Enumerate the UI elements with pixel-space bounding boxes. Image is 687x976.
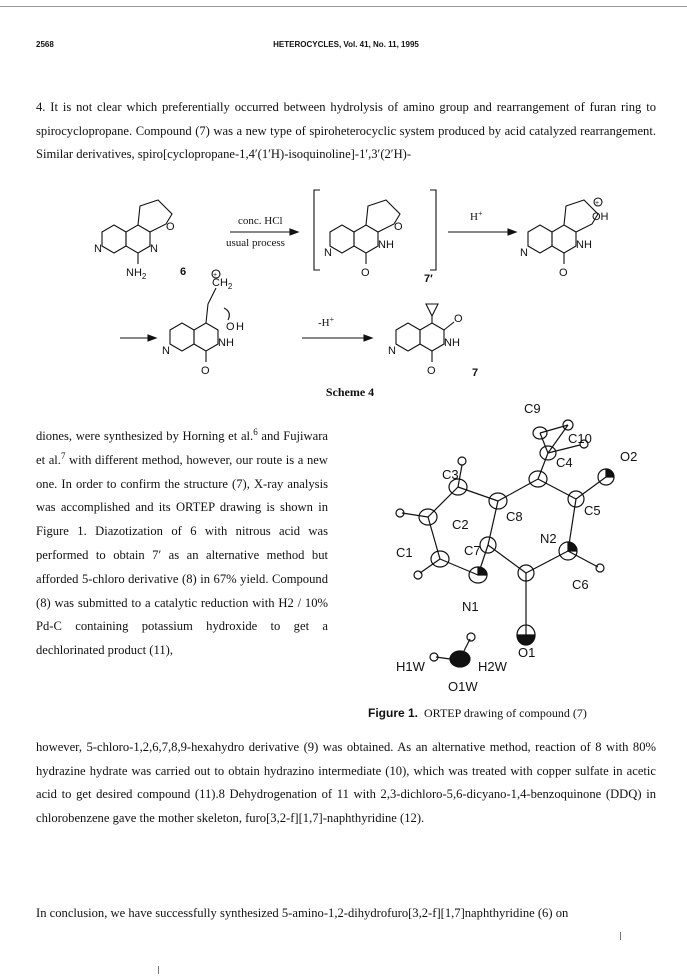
svg-text:+: + xyxy=(213,272,218,279)
svg-text:C4: C4 xyxy=(556,455,573,470)
svg-text:O: O xyxy=(166,221,175,233)
svg-text:N: N xyxy=(520,247,528,259)
svg-text:C8: C8 xyxy=(506,509,523,524)
cation-intermediate-structure xyxy=(520,198,609,279)
label-compound-6: 6 xyxy=(180,266,187,278)
svg-text:C1: C1 xyxy=(396,545,413,560)
paragraph-2: however, 5-chloro-1,2,6,7,8,9-hexahydro derivative (9) was obtained. As an alternative method, reaction of 8 with 80% hydrazine hydrate was carried out to obtain hydrazino intermediate (10), which was treated with copper sulfate in acetic acid to get desired compound (11).8 Dehydrogenation of 11 with 2,3-dichloro-5,6-dicyano-1,4-benzoquinone (DDQ) in chlorobenzene gave the mother skeleton, furo[3,2-f][1,7]-naphthyridine (12). xyxy=(36,740,656,825)
ortep-atoms xyxy=(396,420,614,667)
svg-text:H: H xyxy=(236,321,244,333)
svg-text:C9: C9 xyxy=(524,401,541,416)
page-number: 2568 xyxy=(36,40,54,49)
svg-text:O: O xyxy=(201,365,210,377)
svg-text:+: + xyxy=(595,200,600,207)
reaction-arrow-2 xyxy=(448,209,516,235)
svg-text:CH2: $CH_2$ xyxy=(212,277,233,291)
svg-text:O1: O1 xyxy=(518,645,536,660)
svg-text:N: N xyxy=(388,345,396,357)
svg-text:H+: H+ xyxy=(470,209,483,223)
svg-text:N: N xyxy=(162,345,170,357)
svg-text:NH: NH xyxy=(576,239,592,251)
paragraph-3: In conclusion, we have successfully synthesized 5-amino-1,2-dihydrofuro[3,2-f][1,7]naphthyridine (6) on xyxy=(36,906,569,920)
svg-text:N1: N1 xyxy=(462,599,479,614)
reaction-arrow-3 xyxy=(302,315,372,341)
svg-text:O: O xyxy=(454,313,463,325)
svg-text:C2: C2 xyxy=(452,517,469,532)
reagent-conc-hcl: conc. HCl xyxy=(238,215,283,227)
left-column-text: diones, were synthesized by Horning et al.$^6$ and Fujiwara et al.$^7$ with different method, however, our route is a new one. In order to confirm the structure (7), X-ray analysis was accomplished and its ORTEP drawing is shown in Figure 1. Diazotization of 6 with nitrous acid was performed to obtain 7′ as an alternative method but afforded 5-chloro derivative (8) in 67% yield. Compound (8) was submitted to a catalytic reduction with H2 / 10% Pd-C containing potassium hydroxide to get a dechlorinated product (11), xyxy=(36,426,328,658)
svg-text:O: O xyxy=(427,365,436,377)
svg-text:NH: NH xyxy=(218,337,234,349)
svg-text:NH: NH xyxy=(378,239,394,251)
scheme-caption: Scheme 4 xyxy=(325,385,375,399)
svg-text:C7: C7 xyxy=(464,543,481,558)
svg-text:NH: NH xyxy=(444,337,460,349)
svg-text:N: N xyxy=(150,243,158,255)
svg-text:O: O xyxy=(559,267,568,279)
reagent-usual-process: usual process xyxy=(226,237,285,249)
figure-caption: Figure 1. ORTEP drawing of compound (7) xyxy=(368,706,587,720)
top-rule xyxy=(0,6,687,7)
svg-text:O: O xyxy=(394,221,403,233)
svg-text:O1W: O1W xyxy=(448,679,478,694)
journal-citation: HETEROCYCLES, Vol. 41, No. 11, 1995 xyxy=(273,40,419,49)
margin-mark xyxy=(158,966,159,974)
ortep-figure xyxy=(358,395,663,700)
label-compound-7: 7 xyxy=(472,367,479,379)
compound-7-structure xyxy=(388,304,478,379)
svg-text:N2: N2 xyxy=(540,531,557,546)
svg-text:C6: C6 xyxy=(572,577,589,592)
ortep-labels xyxy=(396,401,637,694)
svg-text:H1W: H1W xyxy=(396,659,425,674)
ortep-bonds xyxy=(402,425,606,635)
svg-text:O: O xyxy=(361,267,370,279)
reaction-arrow-1 xyxy=(226,215,298,249)
svg-text:C10: C10 xyxy=(568,431,592,446)
paragraph-1: 4. It is not clear which preferentially occurred between hydrolysis of amino group and rearrangement of furan ring to spirocyclopropane. Compound (7) was a new type of spiroheterocyclic system produced by acid catalyzed rearrangement. Similar derivatives, spiro[cyclopropane-1,4′(1′H)-isoquinoline]-1′,3′(2′H)- xyxy=(36,100,656,162)
svg-text:H2W: H2W xyxy=(478,659,507,674)
svg-text:O2: O2 xyxy=(620,449,638,464)
compound-6-structure xyxy=(94,200,186,281)
svg-text:O: O xyxy=(226,321,235,333)
svg-text:-H+: -H+ xyxy=(318,315,335,329)
svg-text:N: N xyxy=(94,243,102,255)
ring-opened-intermediate-structure xyxy=(162,270,244,377)
svg-text:NH2: $NH_2$ xyxy=(126,267,147,281)
scheme-4 xyxy=(80,180,640,380)
margin-mark xyxy=(620,932,621,940)
svg-text:C3: C3 xyxy=(442,467,459,482)
svg-text:C5: C5 xyxy=(584,503,601,518)
svg-text:N: N xyxy=(324,247,332,259)
svg-text:OH: OH xyxy=(592,211,609,223)
label-compound-7prime: 7′ xyxy=(424,273,433,285)
compound-7prime-structure xyxy=(314,190,436,285)
running-header xyxy=(36,40,656,54)
